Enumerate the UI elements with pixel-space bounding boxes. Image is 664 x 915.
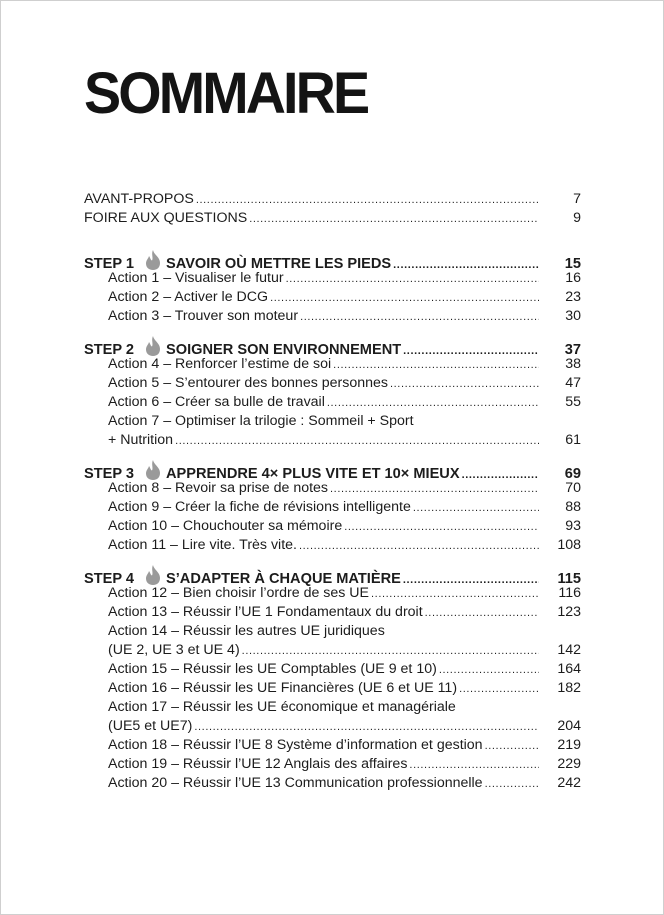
table-of-contents (84, 190, 581, 793)
dot-leader (344, 517, 539, 537)
toc-entry-label: Action 11 – Lire vite. Très vite. (108, 537, 297, 553)
toc-page-number: 164 (557, 661, 581, 677)
dot-leader (439, 660, 539, 680)
toc-entry[interactable] (84, 679, 581, 698)
step-number: STEP 1 (84, 256, 135, 272)
step-title: SAVOIR OÙ METTRE LES PIEDS (166, 256, 392, 272)
flame-icon (144, 250, 162, 270)
dot-leader (485, 774, 539, 794)
dot-leader (270, 288, 539, 308)
toc-page-number: 30 (565, 308, 581, 324)
toc-entry[interactable] (84, 536, 581, 555)
dot-leader (333, 355, 539, 375)
toc-entry-continuation[interactable] (84, 431, 581, 450)
toc-entry[interactable] (84, 479, 581, 498)
toc-page-number: 16 (565, 270, 581, 286)
toc-entry-label: Action 12 – Bien choisir l’ordre de ses UE (108, 585, 370, 601)
toc-entry[interactable] (84, 393, 581, 412)
dot-leader (425, 603, 539, 623)
toc-page-number: 38 (565, 356, 581, 372)
page-title: SOMMAIRE (84, 61, 368, 126)
toc-page-number: 15 (564, 256, 581, 272)
toc-entry-label: Action 1 – Visualiser le futur (108, 270, 284, 286)
toc-page-number: 93 (565, 518, 581, 534)
toc-page-number: 115 (557, 571, 581, 587)
toc-entry-label: (UE 2, UE 3 et UE 4) (108, 642, 240, 658)
flame-icon (144, 565, 162, 585)
toc-entry-label: Action 2 – Activer le DCG (108, 289, 269, 305)
toc-page-number: 182 (557, 680, 581, 696)
toc-entry-continuation[interactable] (84, 641, 581, 660)
toc-page-number: 219 (557, 737, 581, 753)
toc-entry-label: Action 14 – Réussir les autres UE juridiques (108, 623, 385, 639)
toc-entry-label: Action 10 – Chouchouter sa mémoire (108, 518, 343, 534)
step-number: STEP 2 (84, 342, 135, 358)
step-number: STEP 4 (84, 571, 135, 587)
dot-leader (175, 431, 539, 451)
toc-entry[interactable] (84, 517, 581, 536)
toc-entry[interactable] (84, 355, 581, 374)
toc-entry-label: Action 6 – Créer sa bulle de travail (108, 394, 325, 410)
dot-leader (390, 374, 539, 394)
dot-leader (194, 717, 539, 737)
toc-entry-label: (UE5 et UE7) (108, 718, 193, 734)
toc-entry-label: Action 13 – Réussir l’UE 1 Fondamentaux du droit (108, 604, 423, 620)
step-title: S’ADAPTER À CHAQUE MATIÈRE (166, 571, 401, 587)
flame-icon (144, 336, 162, 356)
toc-page-number: 37 (564, 342, 581, 358)
toc-entry-avant-propos[interactable] (84, 190, 581, 209)
dot-leader (286, 269, 539, 289)
dot-leader (413, 498, 539, 518)
toc-entry[interactable] (84, 584, 581, 603)
toc-step-3[interactable] (84, 460, 581, 482)
toc-page-number: 88 (565, 499, 581, 515)
toc-entry-label: Action 16 – Réussir les UE Financières (UE 6 et UE 11) (108, 680, 458, 696)
toc-page-number: 204 (557, 718, 581, 734)
flame-icon (144, 460, 162, 480)
toc-entry-label: Action 7 – Optimiser la trilogie : Sommeil + Sport (108, 413, 414, 429)
toc-entry-label: Action 20 – Réussir l’UE 13 Communication professionnelle (108, 775, 483, 791)
toc-entry[interactable] (84, 269, 581, 288)
dot-leader (485, 736, 539, 756)
toc-entry-label: Action 8 – Revoir sa prise de notes (108, 480, 329, 496)
toc-entry-label: Action 9 – Créer la fiche de révisions intelligente (108, 499, 411, 515)
toc-entry-label: Action 17 – Réussir les UE économique et managériale (108, 699, 456, 715)
toc-entry[interactable] (84, 374, 581, 393)
toc-entry[interactable] (84, 698, 581, 717)
toc-page-number: 116 (558, 585, 581, 601)
toc-page-number: 7 (573, 191, 581, 207)
dot-leader (330, 479, 539, 499)
toc-entry[interactable] (84, 774, 581, 793)
step-title: SOIGNER SON ENVIRONNEMENT (166, 342, 402, 358)
toc-entry-label: Action 3 – Trouver son moteur (108, 308, 299, 324)
toc-entry-label: FOIRE AUX QUESTIONS (84, 210, 248, 226)
toc-page-number: 47 (565, 375, 581, 391)
dot-leader (196, 190, 539, 210)
toc-page-number: 61 (565, 432, 581, 448)
toc-page-number: 70 (565, 480, 581, 496)
toc-page-number: 69 (564, 466, 581, 482)
dot-leader (459, 679, 539, 699)
toc-entry-continuation[interactable] (84, 717, 581, 736)
toc-page-number: 229 (557, 756, 581, 772)
toc-step-2[interactable] (84, 336, 581, 358)
toc-entry-label: Action 18 – Réussir l’UE 8 Système d’information et gestion (108, 737, 483, 753)
toc-step-1[interactable] (84, 250, 581, 272)
toc-entry-label: Action 4 – Renforcer l’estime de soi (108, 356, 332, 372)
dot-leader (409, 755, 539, 775)
toc-entry[interactable] (84, 288, 581, 307)
dot-leader (242, 641, 539, 661)
toc-entry[interactable] (84, 660, 581, 679)
step-number: STEP 3 (84, 466, 135, 482)
toc-page-number: 142 (557, 642, 581, 658)
toc-entry[interactable] (84, 412, 581, 431)
dot-leader (300, 307, 539, 327)
toc-entry[interactable] (84, 622, 581, 641)
toc-entry[interactable] (84, 603, 581, 622)
toc-entry-label: Action 5 – S’entourer des bonnes personnes (108, 375, 388, 391)
dot-leader (299, 536, 539, 556)
toc-entry[interactable] (84, 736, 581, 755)
toc-page-number: 242 (557, 775, 581, 791)
step-title: APPRENDRE 4× PLUS VITE ET 10× MIEUX (166, 466, 460, 482)
dot-leader (327, 393, 539, 413)
toc-entry[interactable] (84, 755, 581, 774)
toc-entry-label: Action 19 – Réussir l’UE 12 Anglais des affaires (108, 756, 408, 772)
toc-entry-label: AVANT-PROPOS (84, 191, 194, 207)
toc-page-number: 108 (557, 537, 581, 553)
dot-leader (249, 209, 539, 229)
toc-entry-label: Action 15 – Réussir les UE Comptables (UE 9 et 10) (108, 661, 437, 677)
toc-page-number: 23 (565, 289, 581, 305)
toc-page-number: 123 (557, 604, 581, 620)
dot-leader (371, 584, 539, 604)
toc-entry-foire-aux-questions[interactable] (84, 209, 581, 228)
toc-entry-label: + Nutrition (108, 432, 174, 448)
toc-step-4[interactable] (84, 565, 581, 587)
toc-page-number: 55 (565, 394, 581, 410)
toc-entry[interactable] (84, 498, 581, 517)
toc-entry[interactable] (84, 307, 581, 326)
toc-page-number: 9 (573, 210, 581, 226)
